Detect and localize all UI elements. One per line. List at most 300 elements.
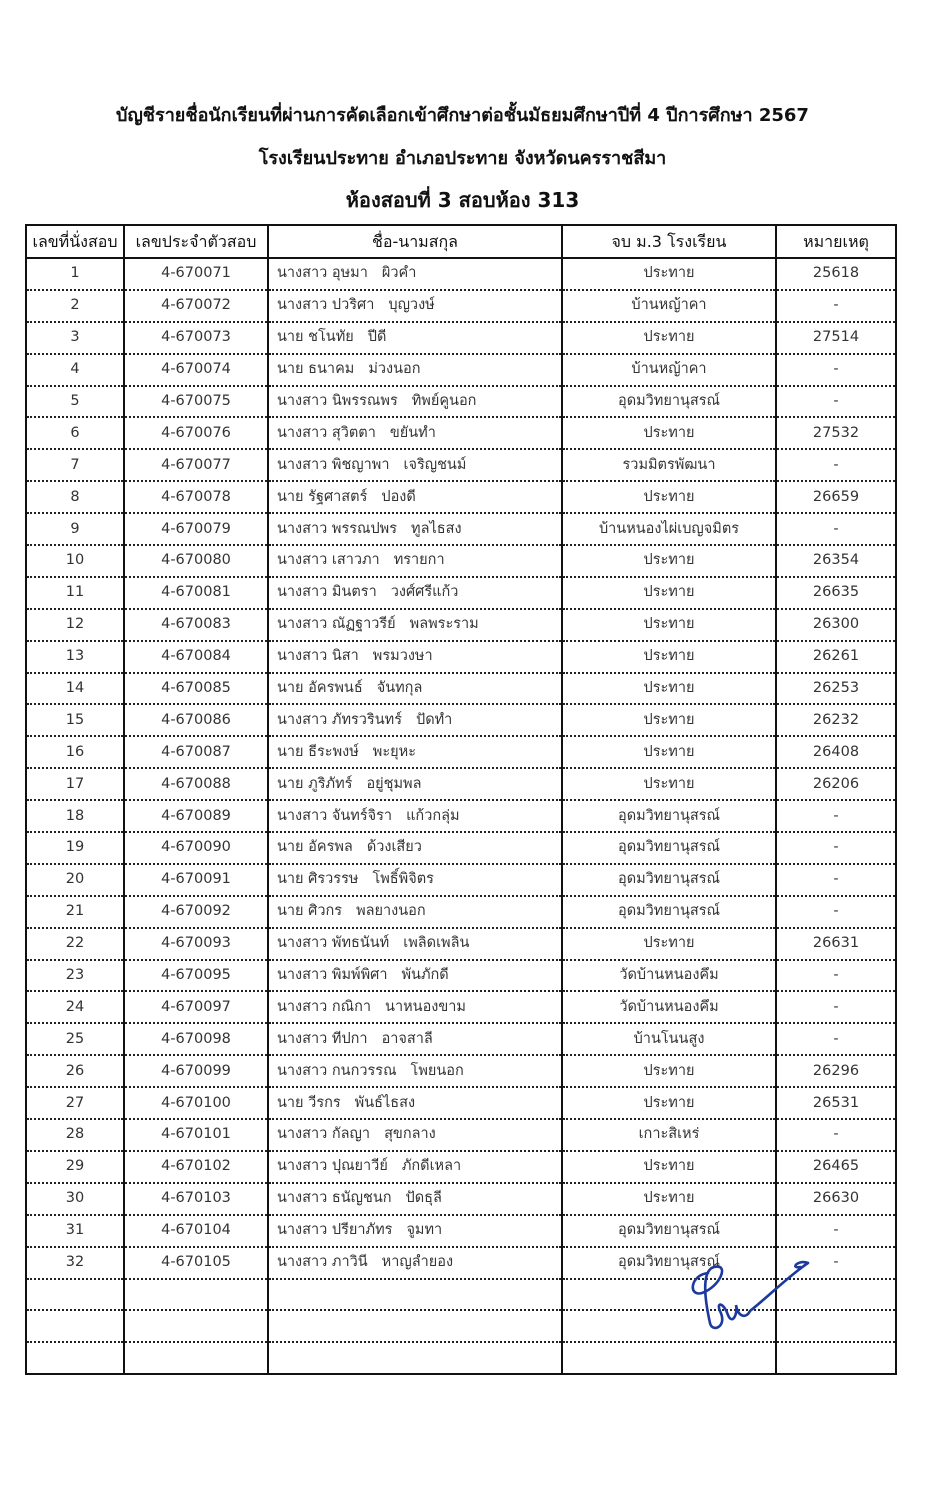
previous-school: ประทาย bbox=[562, 417, 776, 449]
seat-number: 25 bbox=[26, 1023, 124, 1055]
seat-number: 21 bbox=[26, 896, 124, 928]
seat-number: 9 bbox=[26, 513, 124, 545]
table-row bbox=[26, 481, 896, 513]
student-name bbox=[268, 1119, 562, 1151]
previous-school: อุดมวิทยานุสรณ์ bbox=[562, 800, 776, 832]
exam-id: 4-670073 bbox=[124, 322, 268, 354]
name-prefix: นางสาว bbox=[277, 1062, 328, 1079]
first-name: พรรณปพร bbox=[331, 520, 398, 537]
name-prefix: นางสาว bbox=[277, 265, 328, 282]
last-name: ทรายกา bbox=[393, 552, 445, 569]
exam-id: 4-670099 bbox=[124, 1055, 268, 1087]
student-name bbox=[268, 896, 562, 928]
table-row bbox=[26, 736, 896, 768]
empty-table-row bbox=[26, 1342, 896, 1374]
seat-number: 17 bbox=[26, 768, 124, 800]
remark: 26232 bbox=[776, 704, 896, 736]
name-prefix: นาย bbox=[277, 775, 304, 792]
last-name: เพลิดเพลิน bbox=[403, 935, 470, 952]
remark: - bbox=[776, 513, 896, 545]
last-name: อยู่ชุมพล bbox=[366, 775, 422, 792]
col-previous-school: จบ ม.3 โรงเรียน bbox=[562, 225, 776, 258]
last-name: ปีดี bbox=[367, 329, 387, 346]
empty-cell bbox=[776, 1342, 896, 1374]
table-row bbox=[26, 1087, 896, 1119]
last-name: ขยันทำ bbox=[389, 424, 436, 441]
table-row bbox=[26, 800, 896, 832]
seat-number: 7 bbox=[26, 449, 124, 481]
exam-id: 4-670083 bbox=[124, 609, 268, 641]
name-prefix: นางสาว bbox=[277, 520, 328, 537]
previous-school: ประทาย bbox=[562, 641, 776, 673]
last-name: พลยางนอก bbox=[356, 903, 426, 920]
first-name: ศิวกร bbox=[308, 903, 343, 920]
table-row bbox=[26, 1215, 896, 1247]
first-name: พัทธนันท์ bbox=[331, 935, 390, 952]
empty-cell bbox=[268, 1310, 562, 1342]
exam-id: 4-670085 bbox=[124, 673, 268, 705]
name-prefix: นางสาว bbox=[277, 967, 328, 984]
first-name: อัครพนธ์ bbox=[308, 680, 363, 697]
seat-number: 19 bbox=[26, 832, 124, 864]
remark: 26408 bbox=[776, 736, 896, 768]
table-row bbox=[26, 832, 896, 864]
first-name: กัลญา bbox=[331, 1126, 371, 1143]
last-name: ผิวคำ bbox=[381, 265, 417, 282]
previous-school: เกาะสิเหร่ bbox=[562, 1119, 776, 1151]
name-prefix: นางสาว bbox=[277, 998, 328, 1015]
previous-school: บ้านหนองไผ่เบญจมิตร bbox=[562, 513, 776, 545]
name-prefix: นางสาว bbox=[277, 935, 328, 952]
first-name: นิพรรณพร bbox=[331, 393, 398, 409]
student-name bbox=[268, 449, 562, 481]
remark: - bbox=[776, 290, 896, 322]
student-name bbox=[268, 290, 562, 322]
previous-school: บ้านหญ้าคา bbox=[562, 290, 776, 322]
name-prefix: นางสาว bbox=[277, 616, 328, 633]
previous-school: ประทาย bbox=[562, 609, 776, 641]
first-name: ศิรวรรษ bbox=[308, 871, 359, 888]
seat-number: 27 bbox=[26, 1087, 124, 1119]
first-name: ธนัญชนก bbox=[331, 1190, 392, 1207]
remark: 26261 bbox=[776, 641, 896, 673]
first-name: รัฐศาสตร์ bbox=[308, 488, 368, 505]
seat-number: 14 bbox=[26, 673, 124, 705]
previous-school: อุดมวิทยานุสรณ์ bbox=[562, 864, 776, 896]
student-name bbox=[268, 673, 562, 705]
last-name: แก้วกลุ่ม bbox=[406, 807, 460, 824]
seat-number: 1 bbox=[26, 258, 124, 290]
student-name bbox=[268, 1215, 562, 1247]
table-row bbox=[26, 449, 896, 481]
student-roster-table bbox=[25, 224, 897, 1375]
name-prefix: นางสาว bbox=[277, 297, 328, 314]
seat-number: 32 bbox=[26, 1247, 124, 1279]
remark: - bbox=[776, 832, 896, 864]
first-name: มินตรา bbox=[331, 584, 377, 601]
remark: - bbox=[776, 991, 896, 1023]
last-name: พะยุหะ bbox=[372, 743, 416, 760]
student-name bbox=[268, 545, 562, 577]
last-name: สุขกลาง bbox=[384, 1126, 436, 1143]
student-name bbox=[268, 513, 562, 545]
last-name: จันทกุล bbox=[376, 680, 423, 697]
seat-number: 30 bbox=[26, 1183, 124, 1215]
last-name: ภักดีเหลา bbox=[401, 1158, 462, 1175]
empty-cell bbox=[26, 1279, 124, 1311]
seat-number: 11 bbox=[26, 577, 124, 609]
student-name bbox=[268, 928, 562, 960]
student-name bbox=[268, 704, 562, 736]
remark: 26631 bbox=[776, 928, 896, 960]
table-row bbox=[26, 641, 896, 673]
exam-id: 4-670102 bbox=[124, 1151, 268, 1183]
student-name bbox=[268, 960, 562, 992]
last-name: หาญลำยอง bbox=[381, 1254, 454, 1271]
table-body bbox=[26, 258, 896, 1374]
remark: 26253 bbox=[776, 673, 896, 705]
previous-school: อุดมวิทยานุสรณ์ bbox=[562, 1215, 776, 1247]
table-row bbox=[26, 1151, 896, 1183]
exam-id: 4-670097 bbox=[124, 991, 268, 1023]
last-name: ด้วงเสียว bbox=[366, 839, 422, 856]
last-name: ปองดี bbox=[381, 488, 416, 505]
student-name bbox=[268, 864, 562, 896]
first-name: ธนาคม bbox=[308, 361, 355, 378]
table-row bbox=[26, 258, 896, 290]
previous-school: อุดมวิทยานุสรณ์ bbox=[562, 1247, 776, 1279]
remark: - bbox=[776, 1215, 896, 1247]
table-row bbox=[26, 513, 896, 545]
first-name: ภาวินี bbox=[331, 1254, 368, 1271]
previous-school: ประทาย bbox=[562, 1183, 776, 1215]
remark: 27532 bbox=[776, 417, 896, 449]
remark: 26531 bbox=[776, 1087, 896, 1119]
first-name: พิชญาพา bbox=[331, 456, 390, 473]
remark: - bbox=[776, 800, 896, 832]
first-name: อุษมา bbox=[331, 265, 368, 282]
exam-id: 4-670077 bbox=[124, 449, 268, 481]
seat-number: 24 bbox=[26, 991, 124, 1023]
seat-number: 13 bbox=[26, 641, 124, 673]
empty-cell bbox=[562, 1342, 776, 1374]
previous-school: บ้านโนนสูง bbox=[562, 1023, 776, 1055]
exam-id: 4-670101 bbox=[124, 1119, 268, 1151]
student-name bbox=[268, 832, 562, 864]
exam-room: ห้องสอบที่ 3 สอบห้อง 313 bbox=[345, 188, 580, 212]
exam-id: 4-670081 bbox=[124, 577, 268, 609]
last-name: นาหนองขาม bbox=[385, 998, 466, 1015]
exam-id: 4-670105 bbox=[124, 1247, 268, 1279]
previous-school: อุดมวิทยานุสรณ์ bbox=[562, 832, 776, 864]
name-prefix: นางสาว bbox=[277, 1254, 328, 1271]
remark: 27514 bbox=[776, 322, 896, 354]
table-row bbox=[26, 1183, 896, 1215]
exam-id: 4-670074 bbox=[124, 354, 268, 386]
exam-id: 4-670080 bbox=[124, 545, 268, 577]
remark: - bbox=[776, 960, 896, 992]
last-name: โพยนอก bbox=[410, 1062, 464, 1079]
first-name: จันทร์จิรา bbox=[331, 807, 393, 824]
document-title: บัญชีรายชื่อนักเรียนที่ผ่านการคัดเลือกเข้าศึกษาต่อชั้นมัธยมศึกษาปีที่ 4 ปีการศึกษา 2567 bbox=[116, 105, 809, 126]
table-row bbox=[26, 354, 896, 386]
remark: 26465 bbox=[776, 1151, 896, 1183]
name-prefix: นางสาว bbox=[277, 807, 328, 824]
first-name: นิสา bbox=[331, 648, 359, 665]
empty-cell bbox=[124, 1310, 268, 1342]
previous-school: ประทาย bbox=[562, 736, 776, 768]
exam-id: 4-670091 bbox=[124, 864, 268, 896]
last-name: จูมทา bbox=[406, 1222, 443, 1239]
student-name bbox=[268, 354, 562, 386]
remark: 26635 bbox=[776, 577, 896, 609]
exam-id: 4-670095 bbox=[124, 960, 268, 992]
table-row bbox=[26, 673, 896, 705]
previous-school: ประทาย bbox=[562, 704, 776, 736]
exam-id: 4-670088 bbox=[124, 768, 268, 800]
seat-number: 5 bbox=[26, 386, 124, 418]
seat-number: 15 bbox=[26, 704, 124, 736]
name-prefix: นางสาว bbox=[277, 1222, 328, 1239]
name-prefix: นางสาว bbox=[277, 1126, 328, 1143]
student-name bbox=[268, 736, 562, 768]
table-row bbox=[26, 1055, 896, 1087]
previous-school: ประทาย bbox=[562, 1087, 776, 1119]
name-prefix: นาย bbox=[277, 680, 304, 697]
exam-id: 4-670079 bbox=[124, 513, 268, 545]
previous-school: อุดมวิทยานุสรณ์ bbox=[562, 896, 776, 928]
remark: 26206 bbox=[776, 768, 896, 800]
first-name: ปุณยาวีย์ bbox=[331, 1158, 388, 1175]
seat-number: 22 bbox=[26, 928, 124, 960]
student-name bbox=[268, 991, 562, 1023]
exam-id: 4-670086 bbox=[124, 704, 268, 736]
empty-cell bbox=[268, 1342, 562, 1374]
first-name: เสาวภา bbox=[331, 552, 380, 569]
table-row bbox=[26, 577, 896, 609]
school-location: โรงเรียนประทาย อำเภอประทาย จังหวัดนครราชสีมา bbox=[258, 148, 667, 169]
last-name: โพธิ์พิจิตร bbox=[372, 871, 434, 888]
table-row bbox=[26, 609, 896, 641]
seat-number: 28 bbox=[26, 1119, 124, 1151]
exam-id: 4-670084 bbox=[124, 641, 268, 673]
table-row bbox=[26, 960, 896, 992]
table-row bbox=[26, 386, 896, 418]
student-name bbox=[268, 577, 562, 609]
name-prefix: นาย bbox=[277, 839, 304, 856]
student-name bbox=[268, 1183, 562, 1215]
name-prefix: นาย bbox=[277, 743, 304, 760]
last-name: ทูลไธสง bbox=[411, 520, 462, 537]
name-prefix: นาย bbox=[277, 1094, 304, 1111]
name-prefix: นางสาว bbox=[277, 552, 328, 569]
last-name: พันธ์ไธสง bbox=[354, 1094, 416, 1111]
first-name: พิมพ์พิศา bbox=[331, 967, 388, 984]
remark: 26300 bbox=[776, 609, 896, 641]
seat-number: 8 bbox=[26, 481, 124, 513]
name-prefix: นาย bbox=[277, 871, 304, 888]
first-name: ชโนทัย bbox=[308, 329, 354, 346]
last-name: อาจสาลี bbox=[381, 1030, 433, 1047]
remark: - bbox=[776, 864, 896, 896]
table-row bbox=[26, 991, 896, 1023]
remark: - bbox=[776, 1119, 896, 1151]
student-name bbox=[268, 417, 562, 449]
student-name bbox=[268, 641, 562, 673]
last-name: เจริญชนม์ bbox=[403, 456, 467, 473]
seat-number: 31 bbox=[26, 1215, 124, 1247]
col-remarks: หมายเหตุ bbox=[776, 225, 896, 258]
previous-school: ประทาย bbox=[562, 928, 776, 960]
last-name: ม่วงนอก bbox=[368, 361, 421, 378]
first-name: ภัทรวรินทร์ bbox=[331, 711, 402, 728]
name-prefix: นางสาว bbox=[277, 1190, 328, 1207]
first-name: ปวริศา bbox=[331, 297, 375, 314]
student-name bbox=[268, 481, 562, 513]
seat-number: 23 bbox=[26, 960, 124, 992]
last-name: บุญวงษ์ bbox=[388, 297, 435, 314]
exam-id: 4-670075 bbox=[124, 386, 268, 418]
seat-number: 6 bbox=[26, 417, 124, 449]
previous-school: ประทาย bbox=[562, 673, 776, 705]
table-row bbox=[26, 928, 896, 960]
name-prefix: นาย bbox=[277, 488, 304, 505]
previous-school: ประทาย bbox=[562, 768, 776, 800]
last-name: ปัดทำ bbox=[415, 711, 453, 728]
last-name: ทิพย์คูนอก bbox=[411, 393, 477, 409]
last-name: พลพระราม bbox=[409, 616, 479, 633]
previous-school: ประทาย bbox=[562, 481, 776, 513]
first-name: ธีระพงษ์ bbox=[308, 743, 359, 760]
name-prefix: นาย bbox=[277, 361, 304, 378]
col-seat-number: เลขที่นั่งสอบ bbox=[26, 225, 124, 258]
first-name: สุวิตตา bbox=[331, 424, 376, 441]
empty-cell bbox=[268, 1279, 562, 1311]
table-row bbox=[26, 1119, 896, 1151]
exam-id: 4-670090 bbox=[124, 832, 268, 864]
remark: - bbox=[776, 896, 896, 928]
previous-school: วัดบ้านหนองคึม bbox=[562, 991, 776, 1023]
previous-school: ประทาย bbox=[562, 577, 776, 609]
remark: 26659 bbox=[776, 481, 896, 513]
last-name: ปัดธุลี bbox=[405, 1190, 442, 1207]
student-name bbox=[268, 768, 562, 800]
seat-number: 3 bbox=[26, 322, 124, 354]
remark: - bbox=[776, 1023, 896, 1055]
first-name: อัครพล bbox=[308, 839, 353, 856]
name-prefix: นาย bbox=[277, 903, 304, 920]
seat-number: 16 bbox=[26, 736, 124, 768]
name-prefix: นางสาว bbox=[277, 711, 328, 728]
empty-cell bbox=[124, 1279, 268, 1311]
remark: 26630 bbox=[776, 1183, 896, 1215]
seat-number: 18 bbox=[26, 800, 124, 832]
name-prefix: นางสาว bbox=[277, 648, 328, 665]
previous-school: รวมมิตรพัฒนา bbox=[562, 449, 776, 481]
first-name: ปรียาภัทร bbox=[331, 1222, 393, 1239]
remark: - bbox=[776, 386, 896, 418]
remark: 26354 bbox=[776, 545, 896, 577]
previous-school: ประทาย bbox=[562, 545, 776, 577]
exam-id: 4-670078 bbox=[124, 481, 268, 513]
remark: - bbox=[776, 449, 896, 481]
student-name bbox=[268, 1023, 562, 1055]
student-name bbox=[268, 1055, 562, 1087]
seat-number: 29 bbox=[26, 1151, 124, 1183]
exam-id: 4-670089 bbox=[124, 800, 268, 832]
exam-id: 4-670092 bbox=[124, 896, 268, 928]
remark: 25618 bbox=[776, 258, 896, 290]
table-row bbox=[26, 1023, 896, 1055]
previous-school: อุดมวิทยานุสรณ์ bbox=[562, 386, 776, 418]
previous-school: ประทาย bbox=[562, 1151, 776, 1183]
name-prefix: นาย bbox=[277, 329, 304, 346]
table-row bbox=[26, 417, 896, 449]
exam-id: 4-670076 bbox=[124, 417, 268, 449]
previous-school: วัดบ้านหนองคึม bbox=[562, 960, 776, 992]
signature-icon bbox=[680, 1245, 830, 1335]
last-name: พันภักดี bbox=[401, 967, 449, 984]
exam-id: 4-670093 bbox=[124, 928, 268, 960]
exam-id: 4-670103 bbox=[124, 1183, 268, 1215]
first-name: วีรกร bbox=[308, 1094, 341, 1111]
seat-number: 26 bbox=[26, 1055, 124, 1087]
exam-id: 4-670104 bbox=[124, 1215, 268, 1247]
last-name: พรมวงษา bbox=[372, 648, 433, 665]
student-name bbox=[268, 322, 562, 354]
previous-school: ประทาย bbox=[562, 258, 776, 290]
name-prefix: นางสาว bbox=[277, 584, 328, 601]
exam-id: 4-670100 bbox=[124, 1087, 268, 1119]
seat-number: 20 bbox=[26, 864, 124, 896]
table-row bbox=[26, 290, 896, 322]
first-name: ภูริภัทร์ bbox=[308, 775, 353, 792]
student-name bbox=[268, 1087, 562, 1119]
student-name bbox=[268, 1247, 562, 1279]
first-name: ทีปกา bbox=[331, 1030, 368, 1047]
seat-number: 2 bbox=[26, 290, 124, 322]
student-name bbox=[268, 800, 562, 832]
previous-school: บ้านหญ้าคา bbox=[562, 354, 776, 386]
exam-id: 4-670087 bbox=[124, 736, 268, 768]
remark: - bbox=[776, 1247, 896, 1279]
table-row bbox=[26, 322, 896, 354]
name-prefix: นางสาว bbox=[277, 1158, 328, 1175]
name-prefix: นางสาว bbox=[277, 1030, 328, 1047]
exam-id: 4-670071 bbox=[124, 258, 268, 290]
remark: - bbox=[776, 354, 896, 386]
col-exam-id: เลขประจำตัวสอบ bbox=[124, 225, 268, 258]
empty-cell bbox=[26, 1310, 124, 1342]
table-row bbox=[26, 704, 896, 736]
col-full-name: ชื่อ-นามสกุล bbox=[268, 225, 562, 258]
previous-school: ประทาย bbox=[562, 1055, 776, 1087]
name-prefix: นางสาว bbox=[277, 393, 328, 409]
student-name bbox=[268, 386, 562, 418]
empty-cell bbox=[124, 1342, 268, 1374]
seat-number: 12 bbox=[26, 609, 124, 641]
exam-id: 4-670072 bbox=[124, 290, 268, 322]
empty-cell bbox=[26, 1342, 124, 1374]
student-name bbox=[268, 258, 562, 290]
name-prefix: นางสาว bbox=[277, 456, 328, 473]
previous-school: ประทาย bbox=[562, 322, 776, 354]
first-name: กณิกา bbox=[331, 998, 372, 1015]
seat-number: 10 bbox=[26, 545, 124, 577]
name-prefix: นางสาว bbox=[277, 424, 328, 441]
table-header-row bbox=[26, 225, 896, 258]
last-name: วงศ์ศรีแก้ว bbox=[390, 584, 459, 601]
